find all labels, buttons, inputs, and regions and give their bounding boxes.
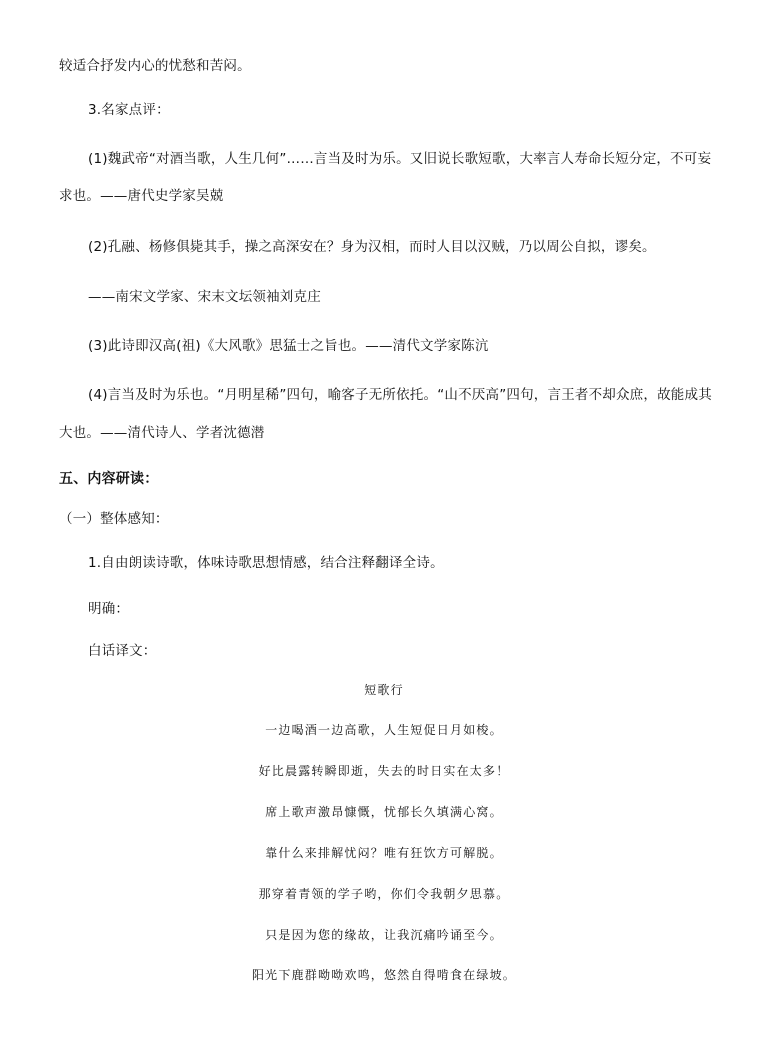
paragraph-line: 较适合抒发内心的忧愁和苦闷。 [59, 58, 251, 74]
commentary-item-1-line-2: 求也。——唐代史学家吴兢 [59, 188, 224, 204]
commentary-item-2-line-1: (2)孔融、杨修俱毙其手，操之高深安在？身为汉相，而时人目以汉贼，乃以周公自拟，谬矣。 [88, 239, 656, 255]
commentary-heading: 3.名家点评： [88, 102, 170, 118]
subsection-heading: （一）整体感知： [59, 511, 169, 527]
poem-line-5: 那穿着青领的学子哟，你们令我朝夕思慕。 [258, 887, 510, 901]
poem-title: 短歌行 [364, 683, 404, 697]
poem-line-2: 好比晨露转瞬即逝，失去的时日实在太多！ [258, 764, 510, 778]
poem-line-1: 一边喝酒一边高歌，人生短促日月如梭。 [265, 723, 503, 737]
poem-line-7: 阳光下鹿群呦呦欢鸣，悠然自得啃食在绿坡。 [251, 968, 516, 982]
translation-label: 白话译文： [88, 643, 157, 659]
clarify-label: 明确： [88, 601, 130, 617]
poem-line-6: 只是因为您的缘故，让我沉痛吟诵至今。 [265, 928, 503, 942]
commentary-item-4-line-2: 大也。——清代诗人、学者沈德潜 [59, 425, 265, 441]
commentary-item-2-line-2: ——南宋文学家、宋末文坛领袖刘克庄 [88, 289, 321, 305]
section-heading: 五、内容研读： [59, 471, 159, 487]
poem-line-3: 席上歌声激昂慷慨，忧郁长久填满心窝。 [265, 805, 503, 819]
commentary-item-3: (3)此诗即汉高(祖)《大风歌》思猛士之旨也。——清代文学家陈沆 [88, 338, 489, 354]
task-instruction: 1.自由朗读诗歌，体味诗歌思想情感，结合注释翻译全诗。 [88, 555, 444, 571]
poem-line-4: 靠什么来排解忧闷？唯有狂饮方可解脱。 [265, 846, 503, 860]
commentary-item-1-line-1: (1)魏武帝“对酒当歌，人生几何”……言当及时为乐。又旧说长歌短歌，大率言人寿命长短分定，不可妄 [88, 151, 712, 167]
commentary-item-4-line-1: (4)言当及时为乐也。“月明星稀”四句，喻客子无所依托。“山不厌高”四句，言王者不却众庶，故能成其 [88, 387, 712, 403]
